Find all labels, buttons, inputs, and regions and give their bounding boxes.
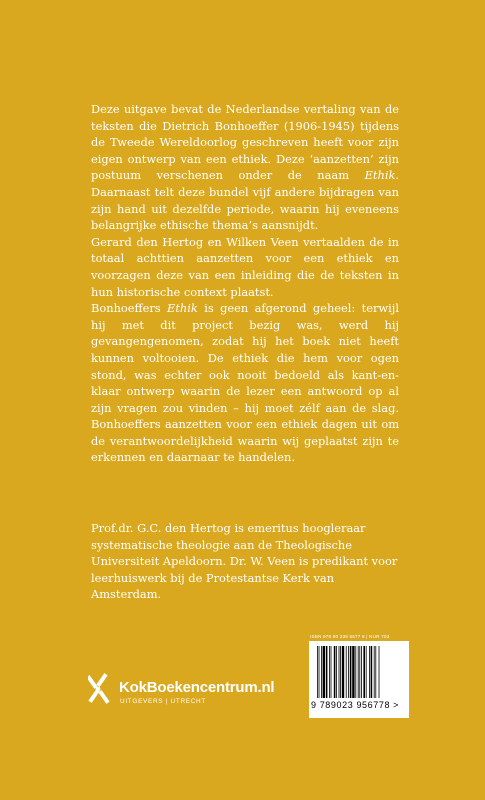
barcode-bar — [321, 646, 322, 698]
isbn-line: ISBN 978 90 239 5677 8 | NUR 703 — [310, 634, 390, 639]
barcode-bar — [374, 646, 375, 698]
publisher-subtitle: UITGEVERS | UTRECHT — [120, 698, 206, 705]
barcode-bar — [358, 646, 359, 698]
blurb-paragraph-2: Gerard den Hertog en Wilken Veen vertaalden de in totaal achttien aanzetten voor een ethiek en voorzagen deze van een inleiding die de teksten in hun historische context plaatst. — [91, 234, 399, 299]
publisher-logo — [88, 672, 308, 712]
barcode-bar — [342, 646, 344, 698]
blurb-text — [91, 101, 399, 466]
blurb-paragraph-3: Bonhoeffers Ethik is geen afgerond geheel: terwijl hij met dit project bezig was, werd hij gevangengenomen, zodat hij het boek niet heeft kunnen voltooien. De ethiek die hem voor ogen stond, was echter ook nooit bedoeld als kant-en-klaar ontwerp waarin de lezer een antwoord op al zijn vragen zou vinden – hij moet zélf aan de slag. Bonhoeffers aanzetten voor een ethiek dagen uit om de verantwoordelijkheid waarin wij geplaatst zijn te erkennen en daarnaar te handelen. — [91, 301, 399, 465]
book-title-ethik: Ethik — [364, 168, 396, 183]
barcode-bar — [336, 646, 337, 698]
author-bio: Prof.dr. G.C. den Hertog is emeritus hoogleraar systematische theologie aan de Theologische Universiteit Apeldoorn. Dr. W. Veen is predikant voor leerhuiswerk bij de Protestantse Kerk van Amsterdam. — [91, 521, 398, 602]
barcode-bar — [375, 646, 376, 698]
barcode-bar — [346, 646, 347, 698]
barcode-bar — [369, 646, 370, 698]
barcode-bar — [355, 646, 356, 698]
barcode-bar — [339, 646, 340, 698]
kok-spark-logo-icon — [88, 672, 116, 708]
barcode-bar — [317, 646, 318, 698]
barcode-bar — [350, 646, 352, 698]
barcode-bar — [359, 646, 360, 698]
barcode-bar — [379, 646, 380, 698]
barcode-bar — [323, 646, 325, 698]
barcode-bar — [363, 646, 365, 698]
barcode-digits: 9 789023 956778 > — [311, 700, 400, 710]
barcode-bar — [326, 646, 328, 698]
barcode-bar — [366, 646, 367, 698]
barcode-bar — [331, 646, 332, 698]
barcode-bars — [316, 646, 402, 700]
barcode — [309, 641, 409, 718]
barcode-bar — [319, 646, 320, 698]
barcode-bar — [348, 646, 349, 698]
barcode-bar — [340, 646, 341, 698]
barcode-bar — [361, 646, 362, 698]
barcode-bar — [334, 646, 336, 698]
book-title-ethik: Ethik — [167, 301, 198, 316]
blurb-paragraph-1: Deze uitgave bevat de Nederlandse vertaling van de teksten die Dietrich Bonhoeffer (1906-1945) tijdens de Tweede Wereldoorlog geschreven heeft voor zijn eigen ontwerp van een ethiek. Deze ‘aanzetten’ zijn postuum verschenen onder de naam Ethik. Daarnaast telt deze bundel vijf andere bijdragen van zijn hand uit dezelfde periode, waarin hij eveneens belangrijke ethische thema’s aansnijdt. — [91, 102, 399, 233]
barcode-bar — [371, 646, 373, 698]
barcode-bar — [329, 646, 330, 698]
barcode-bar — [352, 646, 354, 698]
publisher-name: KokBoekencentrum.nl — [119, 679, 275, 696]
